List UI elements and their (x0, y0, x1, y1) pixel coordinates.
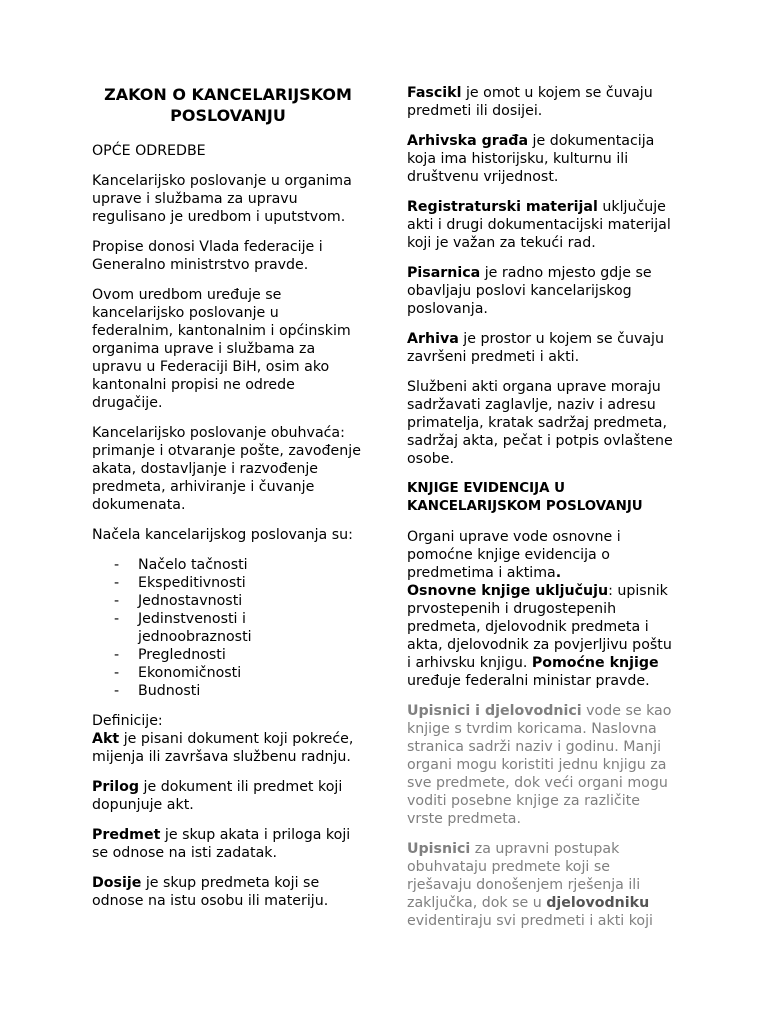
list-item-text: Ekonomičnosti (138, 665, 242, 681)
list-item (92, 556, 364, 574)
paragraph-regulations-issuer: Propise donosi Vlada federacije i Generalno ministrstvo pravde. (92, 239, 323, 273)
definition-text: je skup predmeta koji se odnose na istu osobu ili materiju. (92, 875, 329, 909)
term: Predmet (92, 827, 161, 843)
left-column (92, 84, 364, 922)
definition-prilog (92, 778, 364, 814)
right-column (407, 84, 677, 942)
list-dash: - (114, 593, 120, 609)
paragraph-scope: Ovom uredbom uređuje se kancelarijsko poslovanje u federalnim, kantonalnim i općinskim organima uprave i službama za upravu u Federaciji BiH, osim ako kantonalni propisi ne odrede drugačije. (92, 287, 351, 411)
term: Akt (92, 731, 120, 747)
principles-list (92, 556, 364, 700)
list-dash: - (114, 683, 120, 699)
list-dash: - (114, 611, 120, 627)
section-heading-records: KNJIGE EVIDENCIJA U KANCELARIJSKOM POSLOVANJU (407, 481, 643, 514)
paragraph-record-books (407, 528, 677, 690)
definition-text: je pisani dokument koji pokreće, mijenja ili završava službenu radnju. (92, 731, 354, 765)
term: Arhiva (407, 331, 459, 347)
list-item-text: Preglednosti (138, 647, 226, 663)
definition-registraturski (407, 198, 677, 252)
list-item-text: Jednostavnosti (138, 593, 243, 609)
term: Prilog (92, 779, 140, 795)
list-item-text: Jedinstvenosti i jednoobraznosti (138, 611, 252, 645)
definition-pisarnica (407, 264, 677, 318)
list-dash: - (114, 557, 120, 573)
term: Dosije (92, 875, 142, 891)
list-item (92, 574, 364, 592)
definition-text: je omot u kojem se čuvaju predmeti ili dosijei. (407, 85, 653, 119)
paragraph-coverage: Kancelarijsko poslovanje obuhvaća: primanje i otvaranje pošte, zavođenje akata, dostavljanje i razvođenje predmeta, arhiviranje i čuvanje dokumenata. (92, 425, 361, 513)
paragraph-registers (407, 702, 677, 828)
definition-text: je prostor u kojem se čuvaju završeni predmeti i akti. (407, 331, 664, 365)
paragraph-text: uređuje federalni ministar pravde. (407, 673, 650, 689)
term: Arhivska građa (407, 133, 529, 149)
definition-arhiva (407, 330, 677, 366)
period: . (555, 565, 562, 581)
list-item (92, 682, 364, 700)
paragraph-regulation: Kancelarijsko poslovanje u organima uprave i službama za upravu regulisano je uredbom i uputstvom. (92, 173, 352, 225)
definition-predmet (92, 826, 364, 862)
paragraph-registers-procedure (407, 840, 677, 930)
definition-fascikl (407, 84, 677, 120)
list-dash: - (114, 665, 120, 681)
paragraph-text: : upisnik prvostepenih i drugostepenih predmeta, djelovodnik predmeta i akta, djelovodnik za povjerljivu poštu i arhivsku knjigu. (407, 583, 672, 671)
term: Upisnici (407, 841, 471, 857)
term: Fascikl (407, 85, 462, 101)
definition-akt (92, 712, 364, 766)
definition-text: je radno mjesto gdje se obavljaju poslovi kancelarijskog poslovanja. (407, 265, 652, 317)
term: Osnovne knjige uključuju (407, 583, 609, 599)
term: Upisnici i djelovodnici (407, 703, 582, 719)
paragraph-text: za upravni postupak obuhvataju predmete koji se rješavaju donošenjem rješenja ili zaključka, dok se u (407, 841, 641, 911)
definition-text: je dokument ili predmet koji dopunjuje akt. (92, 779, 343, 813)
list-item (92, 664, 364, 682)
section-heading: OPĆE ODREDBE (92, 143, 206, 159)
term: djelovodniku (546, 895, 650, 911)
definition-text: je dokumentacija koja ima historijsku, kulturnu ili društvenu vrijednost. (407, 133, 655, 185)
paragraph-official-acts: Službeni akti organa uprave moraju sadržavati zaglavlje, naziv i adresu primatelja, kratak sadržaj predmeta, sadržaj akta, pečat i potpis ovlaštene osobe. (407, 379, 673, 467)
term: Pisarnica (407, 265, 481, 281)
list-item-text: Ekspeditivnosti (138, 575, 246, 591)
term: Pomoćne knjige (531, 655, 659, 671)
list-item (92, 610, 364, 646)
list-item-text: Budnosti (138, 683, 201, 699)
list-item (92, 646, 364, 664)
paragraph-text: Organi uprave vode osnovne i pomoćne knjige evidencija o predmetima i aktima (407, 529, 621, 581)
paragraph-principles-intro: Načela kancelarijskog poslovanja su: (92, 527, 353, 543)
definitions-label: Definicije: (92, 713, 163, 729)
list-item (92, 592, 364, 610)
paragraph-text: evidentiraju svi predmeti i akti koji (407, 913, 653, 929)
definition-arhivska-grada (407, 132, 677, 186)
definition-text: je skup akata i priloga koji se odnose na isti zadatak. (92, 827, 351, 861)
list-dash: - (114, 647, 120, 663)
term: Registraturski materijal (407, 199, 598, 215)
paragraph-text: vode se kao knjige s tvrdim koricama. Naslovna stranica sadrži naziv i godinu. Manji organi mogu koristiti jednu knjigu za sve predmete, dok veći organi mogu voditi posebne knjige za različite vrste predmeta. (407, 703, 672, 827)
list-item-text: Načelo tačnosti (138, 557, 248, 573)
definition-dosije (92, 874, 364, 910)
list-dash: - (114, 575, 120, 591)
definition-text: uključuje akti i drugi dokumentacijski materijal koji je važan za tekući rad. (407, 199, 671, 251)
document-title: ZAKON O KANCELARIJSKOM POSLOVANJU (104, 85, 352, 125)
